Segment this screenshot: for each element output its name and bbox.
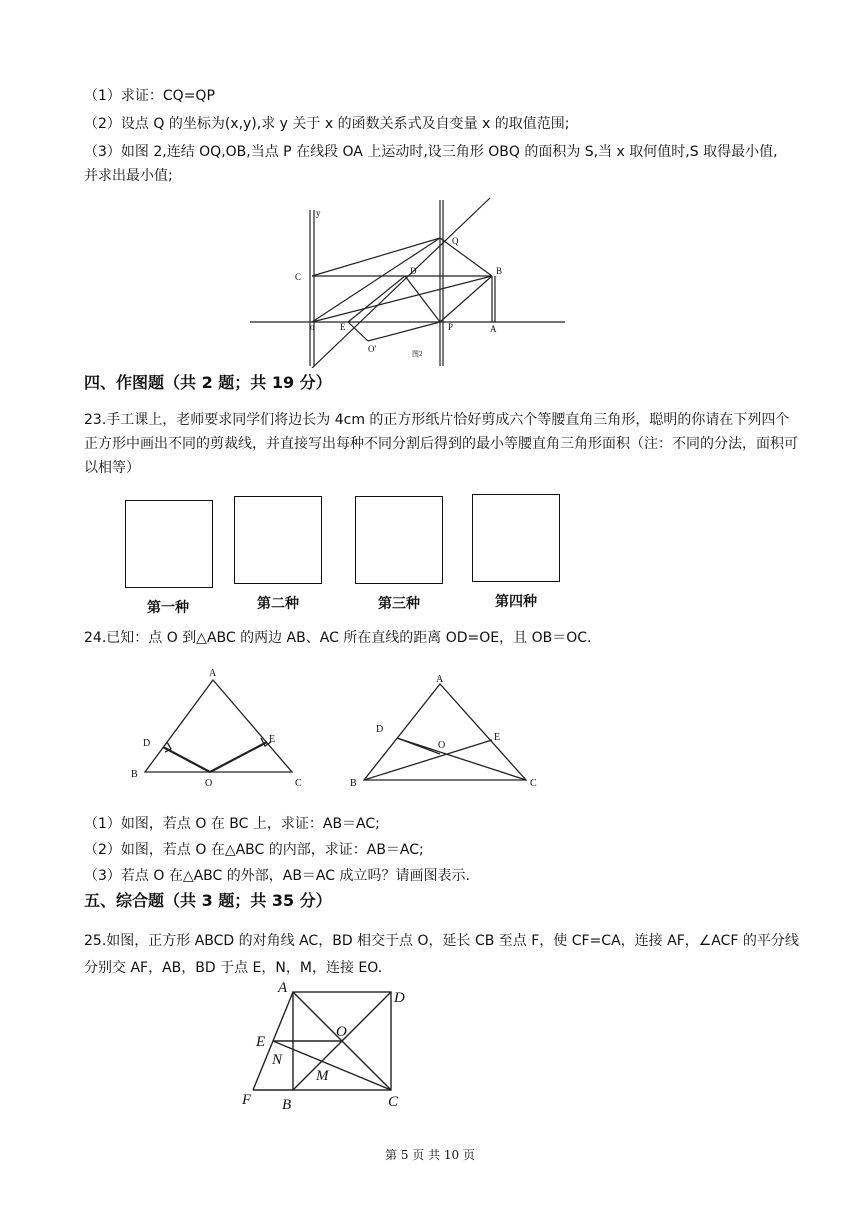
section-4-heading: 四、作图题（共 2 题；共 19 分） xyxy=(84,373,332,392)
segment-dp xyxy=(405,276,440,322)
label-e: E xyxy=(269,734,276,745)
label-p: P xyxy=(448,322,454,332)
square-4 xyxy=(472,494,560,582)
q24-figure-2 xyxy=(340,662,575,798)
square-1 xyxy=(125,500,213,588)
q22-part3-cont: 并求出最小值; xyxy=(84,168,173,184)
square-3-label: 第三种 xyxy=(378,596,420,612)
label-a: A xyxy=(209,668,217,679)
segment-cq xyxy=(312,238,440,276)
label-c: C xyxy=(295,272,302,282)
segment-oe xyxy=(210,742,267,772)
q25-figure xyxy=(238,976,416,1114)
segment-ed xyxy=(348,276,405,322)
segment-oq xyxy=(312,238,440,322)
page-footer: 第 5 页 共 10 页 xyxy=(385,1148,475,1162)
q22-part2: （2）设点 Q 的坐标为(x,y),求 y 关于 x 的函数关系式及自变量 x 的取值范围; xyxy=(84,116,570,132)
label-b: B xyxy=(350,778,357,789)
label-b: B xyxy=(131,769,138,780)
label-d: D xyxy=(410,266,417,276)
q24-figure-1 xyxy=(125,662,310,794)
label-b: B xyxy=(496,266,503,276)
label-o: o xyxy=(310,322,315,332)
label-d: D xyxy=(143,738,151,749)
segment-do xyxy=(397,738,440,754)
segment-o2-p xyxy=(368,322,440,341)
label-o-prime: O' xyxy=(368,344,377,354)
label-c: C xyxy=(388,1094,399,1110)
square-2 xyxy=(234,496,322,584)
segment-od xyxy=(163,747,210,772)
label-y: y xyxy=(316,208,321,218)
label-a: A xyxy=(436,674,444,685)
square-4-label: 第四种 xyxy=(495,594,537,610)
triangle-abc xyxy=(364,684,526,780)
q24-part2: （2）如图，若点 O 在△ABC 的内部，求证：AB＝AC; xyxy=(84,842,424,858)
q23-text: 23.手工课上，老师要求同学们将边长为 4cm 的正方形纸片恰好剪成六个等腰直角三角形，聪明的你请在下列四个正方形中画出不同的剪裁线，并直接写出每种不同分割后得到的最小等腰直角三角形面积（注：不同的分法，面积可以相等） xyxy=(84,412,798,476)
label-d: D xyxy=(376,724,384,735)
label-d: D xyxy=(394,990,405,1006)
segment-bo-e xyxy=(364,740,492,780)
q22-part3: （3）如图 2,连结 OQ,OB,当点 P 在线段 OA 上运动时,设三角形 OBQ 的面积为 S,当 x 取何值时,S 取得最小值, xyxy=(84,144,778,160)
label-a: A xyxy=(490,324,497,334)
triangle-abc xyxy=(145,680,292,772)
label-c: C xyxy=(295,778,302,789)
segment-ob xyxy=(312,276,492,322)
q24-part1: （1）如图，若点 O 在 BC 上，求证：AB＝AC; xyxy=(84,816,380,832)
label-a: A xyxy=(278,980,288,996)
q22-figure xyxy=(240,196,570,368)
label-m: M xyxy=(316,1068,329,1084)
section-5-heading: 五、综合题（共 3 题；共 35 分） xyxy=(84,891,332,910)
q24-part3: （3）若点 O 在△ABC 的外部，AB＝AC 成立吗？请画图表示. xyxy=(84,868,470,884)
label-c: C xyxy=(530,778,537,789)
segment-qb xyxy=(440,238,492,276)
label-n: N xyxy=(272,1052,283,1068)
square-1-label: 第一种 xyxy=(147,600,189,616)
q24-text: 24.已知：点 O 到△ABC 的两边 AB、AC 所在直线的距离 OD=OE，且 OB＝OC. xyxy=(84,630,592,646)
label-e: E xyxy=(340,322,346,332)
label-f: F xyxy=(242,1092,252,1108)
label-o: O xyxy=(205,778,213,789)
label-b: B xyxy=(282,1097,292,1113)
q25-text: 25.如图，正方形 ABCD 的对角线 AC，BD 相交于点 O，延长 CB 至点 F，使 CF=CA，连接 AF，∠ACF 的平分线分别交 AF，AB，BD 于点 E，N，M，连接 EO. xyxy=(84,933,799,976)
label-e: E xyxy=(256,1034,266,1050)
square-3 xyxy=(355,496,443,584)
label-q: Q xyxy=(452,236,459,246)
q22-part1: （1）求证：CQ=QP xyxy=(84,88,215,104)
label-o: O xyxy=(438,740,446,751)
label-fig2: 图2 xyxy=(412,350,423,358)
label-o: O xyxy=(336,1024,347,1040)
label-e: E xyxy=(494,732,501,743)
square-2-label: 第二种 xyxy=(257,596,299,612)
bisector-ce xyxy=(273,1041,391,1090)
